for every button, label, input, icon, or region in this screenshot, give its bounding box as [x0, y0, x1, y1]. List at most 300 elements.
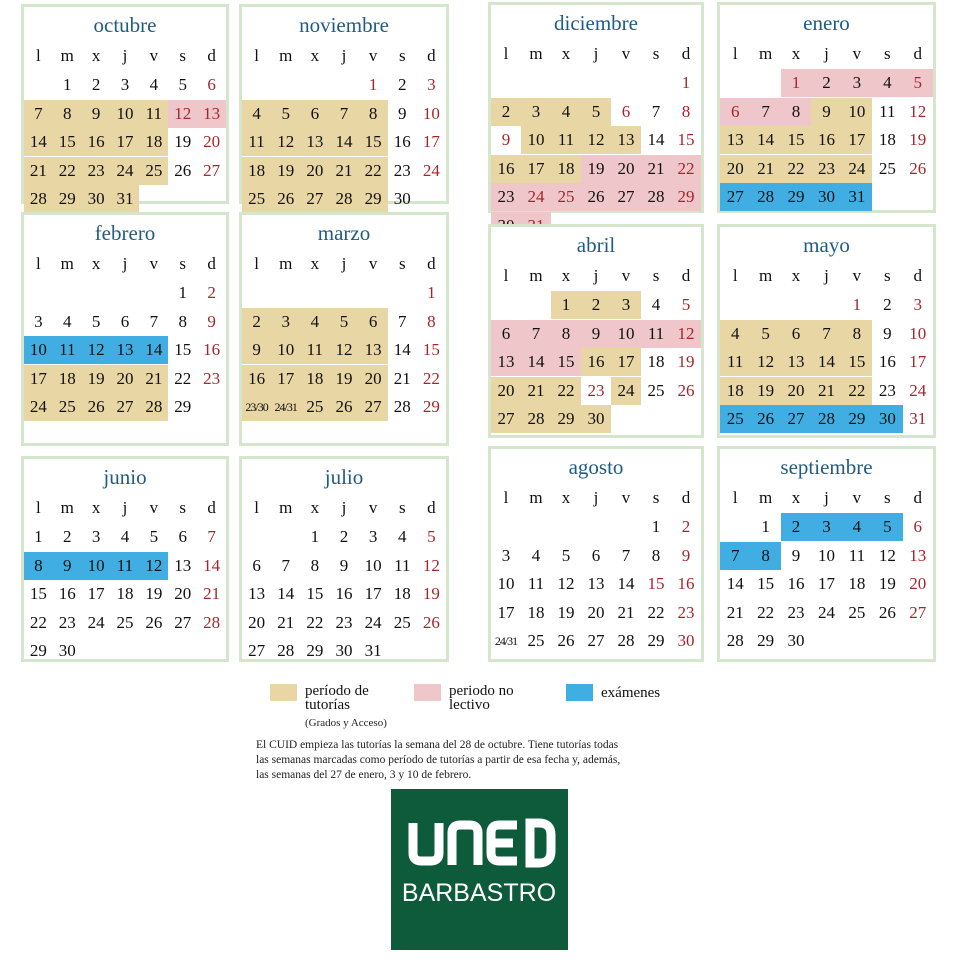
weekday-header: v: [852, 44, 862, 63]
weekday-header: j: [341, 498, 347, 517]
tutorias-sub: (Grados y Acceso): [305, 717, 387, 729]
day-cell: 3: [501, 545, 511, 565]
day-cell: 19: [677, 352, 695, 371]
weekday-header: x: [310, 46, 320, 65]
day-cell: 25: [116, 612, 134, 632]
day-cell: 6: [178, 527, 187, 546]
day-cell: 2: [581, 291, 611, 319]
day-cell: 1: [781, 69, 811, 97]
day-cell: 23: [58, 612, 76, 632]
day-cell: 3: [811, 513, 841, 541]
day-cell: 25: [53, 393, 82, 421]
day-cell: 10: [82, 552, 111, 580]
day-cell: 10: [497, 574, 515, 593]
day-cell: 25: [848, 602, 866, 622]
day-cell: 9: [581, 320, 611, 348]
day-cell: 15: [757, 574, 775, 593]
day-cell: 28: [641, 183, 671, 211]
note-line: las semanas del 27 de enero, 3 y 10 de febrero.: [256, 769, 472, 781]
no-lectivo-swatch: [414, 684, 441, 701]
weekday-header: m: [759, 44, 773, 63]
day-cell: 20: [174, 584, 192, 603]
day-cell: 26: [750, 405, 780, 433]
weekday-header: j: [341, 254, 347, 273]
weekday-header: l: [254, 254, 259, 273]
day-cell: 5: [427, 527, 436, 546]
day-cell: 29: [174, 397, 192, 416]
day-cell: 1: [310, 527, 320, 546]
day-cell: 8: [551, 320, 581, 348]
day-cell: 12: [750, 348, 780, 376]
day-cell: 29: [422, 397, 440, 416]
day-cell: 10: [909, 323, 927, 343]
weekday-header: l: [503, 266, 509, 285]
day-cell: 22: [174, 368, 192, 388]
day-cell: 22: [359, 157, 388, 185]
day-cell: 11: [242, 128, 271, 156]
day-cell: 1: [651, 517, 661, 536]
day-cell: 15: [53, 128, 82, 156]
weekday-header: x: [91, 46, 101, 65]
day-cell: 17: [909, 352, 927, 371]
day-cell: 13: [611, 126, 641, 154]
day-cell: 27: [611, 183, 641, 211]
month-title: junio: [103, 465, 147, 489]
weekday-header: s: [652, 44, 660, 63]
weekday-header: j: [341, 46, 347, 65]
weekday-header: s: [884, 488, 891, 507]
weekday-header: j: [824, 488, 829, 507]
day-cell: 8: [842, 320, 872, 348]
weekday-header: s: [179, 254, 187, 273]
weekday-header: v: [149, 46, 159, 65]
day-cell: 27: [359, 393, 388, 421]
day-cell: 7: [651, 101, 661, 121]
day-cell: 29: [306, 641, 324, 660]
day-cell: 1: [34, 527, 43, 546]
day-cell: 7: [207, 527, 216, 546]
logo-text-barbastro: BARBASTRO: [401, 879, 557, 907]
day-cell: 9: [398, 103, 407, 123]
day-cell: 3: [271, 308, 300, 336]
no-lectivo-label-1: periodo no: [449, 683, 514, 699]
day-cell: 2: [681, 517, 691, 536]
day-cell: 28: [203, 612, 221, 632]
day-cell: 5: [750, 320, 780, 348]
day-cell: 7: [750, 98, 780, 126]
day-cell: 26: [581, 183, 611, 211]
month-title: agosto: [568, 455, 624, 479]
day-cell: 3: [120, 75, 130, 94]
day-cell: 9: [791, 545, 801, 565]
day-cell: 30: [677, 631, 695, 650]
day-cell: 12: [671, 320, 701, 348]
day-cell: 26: [909, 158, 927, 178]
day-cell: 24: [611, 377, 641, 405]
day-cell: 16: [677, 574, 695, 593]
day-cell: 3: [842, 69, 872, 97]
month-abril: [488, 224, 704, 438]
day-cell: 20: [203, 132, 221, 151]
day-cell: 22: [53, 157, 82, 185]
day-cell: 25: [527, 631, 545, 650]
tutorias-label-1: período de: [305, 683, 369, 699]
weekday-header: l: [36, 46, 41, 65]
day-cell: 31: [111, 185, 140, 213]
month-febrero: [21, 212, 229, 446]
day-cell: 17: [497, 602, 515, 622]
day-cell: 5: [872, 513, 902, 541]
day-cell: 15: [174, 340, 192, 359]
tutorias-label-2: tutorías: [305, 697, 350, 713]
day-cell: 26: [271, 185, 300, 213]
weekday-header: j: [593, 266, 599, 285]
day-cell: 2: [883, 295, 892, 314]
day-cell: 27: [491, 405, 521, 433]
day-cell: 3: [368, 527, 378, 546]
tutorias-note: [256, 738, 686, 783]
day-cell: 27: [720, 183, 750, 211]
day-cell: 7: [621, 545, 631, 565]
day-cell: 12: [909, 101, 927, 121]
day-cell: 15: [359, 128, 388, 156]
day-cell: 4: [242, 100, 271, 128]
day-cell: 22: [29, 612, 47, 632]
day-cell: 6: [491, 320, 521, 348]
weekday-header: j: [122, 46, 128, 65]
day-cell: 9: [207, 311, 216, 331]
weekday-header: m: [60, 498, 74, 517]
day-cell: 10: [521, 126, 551, 154]
weekday-header: l: [254, 46, 259, 65]
day-cell: 20: [359, 365, 388, 393]
day-cell: 16: [335, 584, 353, 603]
weekday-header: v: [852, 266, 862, 285]
no-lectivo-label-2: lectivo: [449, 697, 490, 713]
day-cell: 27: [111, 393, 140, 421]
day-cell: 17: [271, 365, 300, 393]
day-cell: 4: [651, 295, 661, 314]
day-cell: 7: [521, 320, 551, 348]
day-cell: 21: [277, 612, 295, 632]
weekday-header: x: [91, 498, 101, 517]
day-cell: 9: [82, 100, 111, 128]
day-cell: 8: [750, 542, 780, 570]
day-cell: 12: [422, 555, 440, 575]
weekday-header: x: [791, 44, 801, 63]
day-cell: 14: [726, 574, 744, 593]
day-cell: 6: [207, 75, 216, 94]
weekday-header: j: [593, 488, 599, 507]
day-cell: 14: [277, 584, 295, 603]
day-cell: 23: [335, 612, 353, 632]
day-cell: 18: [242, 157, 271, 185]
day-cell: 19: [750, 377, 780, 405]
day-cell: 12: [139, 552, 168, 580]
day-cell: 27: [781, 405, 811, 433]
day-cell: 29: [757, 631, 775, 650]
day-cell: 18: [878, 130, 896, 149]
day-cell: 21: [139, 365, 168, 393]
day-cell: 10: [422, 103, 440, 123]
day-cell: 7: [24, 100, 53, 128]
weekday-header: l: [732, 266, 738, 285]
day-cell: 29: [781, 183, 811, 211]
day-cell: 7: [329, 100, 358, 128]
day-cell: 26: [878, 602, 896, 622]
day-cell: 10: [24, 336, 53, 364]
day-cell: 9: [501, 130, 511, 149]
day-cell: 29: [359, 185, 388, 213]
day-cell: 1: [551, 291, 581, 319]
day-cell: 28: [139, 393, 168, 421]
month-title: marzo: [317, 221, 371, 245]
weekday-header: m: [60, 254, 74, 273]
day-cell: 23: [811, 155, 841, 183]
day-cell: 31: [364, 641, 382, 660]
weekday-header: l: [732, 44, 738, 63]
day-cell: 4: [120, 527, 130, 546]
day-cell: 21: [617, 602, 635, 622]
day-cell: 18: [720, 377, 750, 405]
day-cell: 17: [842, 126, 872, 154]
weekday-header: v: [368, 254, 378, 273]
day-cell: 12: [878, 545, 896, 565]
weekday-header: v: [621, 488, 631, 507]
day-cell: 18: [300, 365, 329, 393]
month-title: diciembre: [554, 11, 638, 35]
day-cell: 18: [848, 574, 866, 593]
weekday-header: m: [529, 44, 543, 63]
day-cell: 18: [551, 155, 581, 183]
day-cell: 11: [641, 320, 671, 348]
day-cell: 17: [611, 348, 641, 376]
day-cell: 8: [651, 545, 661, 565]
day-cell: 17: [521, 155, 551, 183]
day-cell: 5: [91, 311, 101, 331]
day-cell: 25: [551, 183, 581, 211]
day-cell: 20: [111, 365, 140, 393]
day-cell: 14: [329, 128, 358, 156]
day-cell: 9: [811, 98, 841, 126]
day-cell: 7: [811, 320, 841, 348]
day-cell: 11: [527, 574, 545, 593]
day-cell: 1: [63, 75, 72, 94]
day-cell: 15: [677, 130, 695, 149]
weekday-header: s: [884, 266, 891, 285]
day-cell: 22: [306, 612, 324, 632]
day-cell: 5: [178, 75, 187, 94]
day-cell: 2: [781, 513, 811, 541]
day-cell: 24/31: [494, 634, 518, 648]
day-cell: 8: [310, 555, 320, 575]
day-cell: 19: [174, 132, 192, 151]
day-cell: 18: [116, 584, 134, 603]
day-cell: 4: [551, 98, 581, 126]
weekday-header: d: [427, 254, 436, 273]
weekday-header: x: [310, 254, 320, 273]
day-cell: 23: [878, 380, 896, 400]
day-cell: 4: [63, 311, 72, 331]
day-cell: 4: [398, 527, 407, 546]
day-cell: 21: [811, 377, 841, 405]
day-cell: 2: [91, 75, 101, 94]
weekday-header: m: [60, 46, 74, 65]
weekday-header: m: [529, 488, 543, 507]
day-cell: 19: [909, 130, 927, 149]
day-cell: 3: [427, 75, 436, 94]
day-cell: 29: [647, 631, 665, 650]
day-cell: 20: [300, 157, 329, 185]
day-cell: 30: [787, 631, 805, 650]
day-cell: 22: [671, 155, 701, 183]
day-cell: 17: [87, 584, 105, 603]
uned-barbastro-logo: [391, 789, 568, 950]
day-cell: 14: [24, 128, 53, 156]
weekday-header: v: [368, 498, 378, 517]
day-cell: 21: [24, 157, 53, 185]
day-cell: 10: [111, 100, 140, 128]
weekday-header: x: [91, 254, 101, 273]
day-cell: 25: [878, 158, 896, 178]
day-cell: 25: [393, 612, 411, 632]
day-cell: 11: [300, 336, 329, 364]
weekday-header: j: [593, 44, 599, 63]
day-cell: 24: [24, 393, 53, 421]
day-cell: 7: [149, 311, 159, 331]
day-cell: 23: [677, 602, 695, 622]
weekday-header: m: [279, 498, 293, 517]
day-cell: 16: [878, 352, 896, 371]
weekday-header: d: [913, 44, 923, 63]
day-cell: 13: [781, 348, 811, 376]
day-cell: 12: [557, 574, 575, 593]
day-cell: 19: [581, 155, 611, 183]
weekday-header: v: [621, 266, 631, 285]
day-cell: 6: [300, 100, 329, 128]
day-cell: 2: [339, 527, 349, 546]
weekday-header: l: [254, 498, 259, 517]
day-cell: 9: [883, 323, 892, 343]
day-cell: 21: [521, 377, 551, 405]
day-cell: 3: [611, 291, 641, 319]
weekday-header: l: [36, 498, 41, 517]
day-cell: 20: [491, 377, 521, 405]
day-cell: 4: [300, 308, 329, 336]
month-noviembre: [239, 4, 449, 208]
day-cell: 5: [329, 308, 358, 336]
day-cell: 30: [872, 405, 902, 433]
weekday-header: m: [759, 266, 773, 285]
note-line: las semanas marcadas como período de tutorías a partir de esa fecha y, además,: [256, 754, 621, 766]
day-cell: 22: [757, 602, 775, 622]
day-cell: 11: [879, 101, 896, 121]
month-title: enero: [803, 11, 850, 35]
day-cell: 21: [329, 157, 358, 185]
day-cell: 6: [120, 311, 130, 331]
day-cell: 22: [422, 368, 440, 388]
day-cell: 14: [393, 340, 411, 359]
day-cell: 12: [581, 126, 611, 154]
day-cell: 25: [300, 393, 329, 421]
month-title: octubre: [93, 13, 157, 37]
day-cell: 8: [427, 311, 436, 331]
day-cell: 27: [909, 602, 927, 622]
weekday-header: d: [427, 498, 436, 517]
day-cell: 6: [781, 320, 811, 348]
month-title: noviembre: [299, 13, 389, 37]
day-cell: 11: [551, 126, 581, 154]
day-cell: 12: [168, 100, 197, 128]
weekday-header: d: [681, 266, 691, 285]
day-cell: 2: [811, 69, 841, 97]
day-cell: 1: [852, 295, 862, 314]
day-cell: 21: [641, 155, 671, 183]
day-cell: 11: [111, 552, 140, 580]
day-cell: 16: [811, 126, 841, 154]
day-cell: 6: [359, 308, 388, 336]
day-cell: 25: [139, 157, 168, 185]
weekday-header: j: [122, 254, 128, 273]
day-cell: 16: [203, 340, 221, 359]
day-cell: 27: [203, 160, 221, 180]
day-cell: 18: [527, 602, 545, 622]
day-cell: 13: [248, 584, 266, 603]
day-cell: 24: [909, 380, 927, 400]
day-cell: 21: [203, 584, 221, 603]
weekday-header: d: [681, 488, 691, 507]
day-cell: 3: [34, 311, 43, 331]
weekday-header: v: [149, 254, 159, 273]
weekday-header: m: [759, 488, 773, 507]
day-cell: 14: [617, 574, 635, 593]
day-cell: 28: [750, 183, 780, 211]
day-cell: 10: [271, 336, 300, 364]
day-cell: 27: [248, 641, 266, 660]
day-cell: 21: [750, 155, 780, 183]
day-cell: 29: [29, 641, 47, 660]
day-cell: 31: [842, 183, 872, 211]
day-cell: 28: [329, 185, 358, 213]
day-cell: 28: [521, 405, 551, 433]
day-cell: 26: [174, 160, 192, 180]
day-cell: 4: [531, 545, 541, 565]
day-cell: 26: [145, 612, 163, 632]
day-cell: 1: [368, 75, 378, 94]
day-cell: 2: [63, 527, 72, 546]
month-diciembre: [488, 2, 704, 213]
day-cell: 14: [750, 126, 780, 154]
day-cell: 15: [647, 574, 665, 593]
day-cell: 28: [811, 405, 841, 433]
weekday-header: s: [398, 254, 406, 273]
day-cell: 22: [551, 377, 581, 405]
day-cell: 18: [53, 365, 82, 393]
day-cell: 16: [393, 132, 411, 151]
day-cell: 4: [842, 513, 872, 541]
day-cell: 10: [611, 320, 641, 348]
day-cell: 30: [335, 641, 353, 660]
day-cell: 3: [913, 295, 923, 314]
weekday-header: v: [852, 488, 862, 507]
day-cell: 19: [145, 584, 163, 603]
day-cell: 19: [878, 574, 896, 593]
day-cell: 17: [817, 574, 835, 593]
day-cell: 5: [903, 69, 933, 97]
day-cell: 1: [761, 517, 770, 536]
day-cell: 30: [811, 183, 841, 211]
weekday-header: d: [681, 44, 691, 63]
